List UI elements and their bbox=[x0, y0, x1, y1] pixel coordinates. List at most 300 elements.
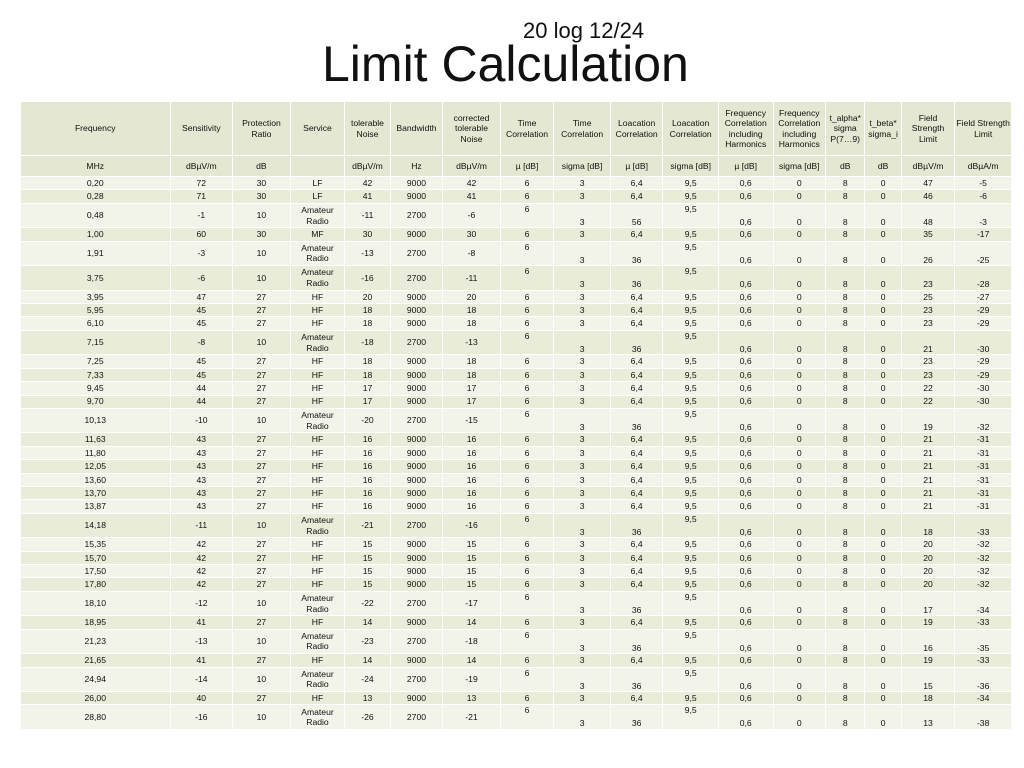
table-cell: -8 bbox=[170, 330, 233, 355]
table-cell: 27 bbox=[233, 578, 291, 591]
table-cell: 16 bbox=[345, 473, 390, 486]
table-cell: 47 bbox=[901, 177, 955, 190]
table-cell: Amateur Radio bbox=[290, 408, 345, 433]
table-cell: 9,5 bbox=[663, 228, 719, 241]
table-cell: 0,20 bbox=[21, 177, 171, 190]
table-cell: 3 bbox=[554, 190, 611, 203]
table-cell: 0,6 bbox=[718, 705, 773, 730]
table-cell: 3 bbox=[554, 266, 611, 291]
table-cell: 42 bbox=[170, 565, 233, 578]
table-cell: HF bbox=[290, 368, 345, 381]
table-cell: 0 bbox=[865, 473, 901, 486]
table-cell: 9000 bbox=[390, 486, 443, 499]
column-header: Loacation Correlation bbox=[610, 102, 663, 156]
table-cell: Amateur Radio bbox=[290, 203, 345, 228]
table-cell: 2700 bbox=[390, 667, 443, 692]
table-cell: 2700 bbox=[390, 330, 443, 355]
table-cell: 18 bbox=[443, 355, 501, 368]
table-cell: 8 bbox=[826, 629, 865, 654]
table-cell: 26,00 bbox=[21, 692, 171, 705]
table-cell: 8 bbox=[826, 692, 865, 705]
table-row bbox=[21, 578, 1012, 591]
column-header: t_beta* sigma_i bbox=[865, 102, 901, 156]
table-cell: 3 bbox=[554, 203, 611, 228]
column-header: Field Strength Limit bbox=[955, 102, 1012, 156]
table-cell: -15 bbox=[443, 408, 501, 433]
table-row bbox=[21, 551, 1012, 564]
table-cell: 0 bbox=[865, 500, 901, 513]
table-cell: 0 bbox=[773, 578, 826, 591]
table-cell: -29 bbox=[955, 304, 1012, 317]
table-cell: 0 bbox=[773, 616, 826, 629]
table-cell: 6,4 bbox=[610, 486, 663, 499]
table-cell: 6 bbox=[500, 460, 554, 473]
table-cell: 0 bbox=[773, 565, 826, 578]
table-cell: 43 bbox=[170, 446, 233, 459]
table-cell: 0 bbox=[773, 551, 826, 564]
column-header: Protection Ratio bbox=[233, 102, 291, 156]
table-cell: 0,6 bbox=[718, 486, 773, 499]
table-cell: 42 bbox=[170, 538, 233, 551]
table-cell: 6,4 bbox=[610, 228, 663, 241]
table-cell: 6,4 bbox=[610, 317, 663, 330]
table-cell: 27 bbox=[233, 368, 291, 381]
table-cell: 0 bbox=[865, 667, 901, 692]
table-cell: 0 bbox=[865, 203, 901, 228]
table-cell: 6 bbox=[500, 591, 554, 616]
unit-cell: µ [dB] bbox=[718, 156, 773, 177]
table-row bbox=[21, 629, 1012, 654]
table-cell: 8 bbox=[826, 266, 865, 291]
table-cell: 3 bbox=[554, 538, 611, 551]
table-cell: 2700 bbox=[390, 408, 443, 433]
table-cell: 6 bbox=[500, 368, 554, 381]
table-cell: 30 bbox=[233, 228, 291, 241]
table-cell: 42 bbox=[170, 578, 233, 591]
table-cell: HF bbox=[290, 473, 345, 486]
table-cell: 8 bbox=[826, 460, 865, 473]
table-cell: 0 bbox=[865, 446, 901, 459]
table-cell: 0,6 bbox=[718, 551, 773, 564]
table-cell: 6,4 bbox=[610, 446, 663, 459]
table-cell: 9,5 bbox=[663, 317, 719, 330]
table-cell: MF bbox=[290, 228, 345, 241]
table-cell: 6,4 bbox=[610, 290, 663, 303]
table-cell: HF bbox=[290, 355, 345, 368]
table-cell: 9,5 bbox=[663, 667, 719, 692]
table-cell: 8 bbox=[826, 654, 865, 667]
table-cell: 0 bbox=[773, 408, 826, 433]
table-cell: 0,6 bbox=[718, 382, 773, 395]
table-cell: 10 bbox=[233, 513, 291, 538]
unit-cell: dBµV/m bbox=[345, 156, 390, 177]
table-cell: 0,6 bbox=[718, 395, 773, 408]
table-cell: 6 bbox=[500, 382, 554, 395]
table-cell: 27 bbox=[233, 395, 291, 408]
table-cell: 0 bbox=[773, 500, 826, 513]
column-header: tolerable Noise bbox=[345, 102, 390, 156]
table-cell: 45 bbox=[170, 317, 233, 330]
unit-cell: dBµV/m bbox=[170, 156, 233, 177]
table-cell: 10 bbox=[233, 266, 291, 291]
table-cell: 0 bbox=[773, 433, 826, 446]
table-cell: 16 bbox=[443, 460, 501, 473]
unit-cell: µ [dB] bbox=[610, 156, 663, 177]
table-cell: -35 bbox=[955, 629, 1012, 654]
table-cell: 0 bbox=[773, 241, 826, 266]
table-cell: 6 bbox=[500, 355, 554, 368]
table-cell: 16 bbox=[901, 629, 955, 654]
column-header: Service bbox=[290, 102, 345, 156]
table-cell: 27 bbox=[233, 692, 291, 705]
units-row bbox=[21, 156, 1012, 177]
table-cell: 36 bbox=[610, 705, 663, 730]
table-cell: -36 bbox=[955, 667, 1012, 692]
table-cell: 6 bbox=[500, 565, 554, 578]
table-cell: 16 bbox=[345, 460, 390, 473]
table-row bbox=[21, 382, 1012, 395]
table-cell: -8 bbox=[443, 241, 501, 266]
header-row bbox=[21, 102, 1012, 156]
table-cell: 18,10 bbox=[21, 591, 171, 616]
table-cell: 35 bbox=[901, 228, 955, 241]
table-row bbox=[21, 290, 1012, 303]
table-cell: 9,5 bbox=[663, 565, 719, 578]
table-cell: 6,4 bbox=[610, 433, 663, 446]
table-cell: -30 bbox=[955, 395, 1012, 408]
table-cell: 3 bbox=[554, 591, 611, 616]
table-cell: 1,00 bbox=[21, 228, 171, 241]
table-cell: 0 bbox=[865, 692, 901, 705]
table-cell: 23 bbox=[901, 266, 955, 291]
table-cell: 3 bbox=[554, 473, 611, 486]
table-cell: 9,5 bbox=[663, 591, 719, 616]
table-cell: -30 bbox=[955, 330, 1012, 355]
table-cell: 16 bbox=[345, 500, 390, 513]
table-cell: 15 bbox=[345, 565, 390, 578]
table-cell: 0,6 bbox=[718, 565, 773, 578]
table-row bbox=[21, 486, 1012, 499]
table-cell: 21 bbox=[901, 500, 955, 513]
table-cell: 3 bbox=[554, 355, 611, 368]
table-cell: 6 bbox=[500, 473, 554, 486]
table-cell: 20 bbox=[901, 538, 955, 551]
table-cell: 6 bbox=[500, 190, 554, 203]
table-cell: 13 bbox=[901, 705, 955, 730]
table-cell: 36 bbox=[610, 408, 663, 433]
table-row bbox=[21, 591, 1012, 616]
table-cell: Amateur Radio bbox=[290, 667, 345, 692]
table-cell: 15 bbox=[443, 538, 501, 551]
table-cell: 15,35 bbox=[21, 538, 171, 551]
table-cell: 2700 bbox=[390, 591, 443, 616]
table-cell: 0,6 bbox=[718, 355, 773, 368]
table-cell: 0 bbox=[773, 513, 826, 538]
table-cell: 8 bbox=[826, 228, 865, 241]
table-cell: 21 bbox=[901, 460, 955, 473]
table-cell: 0 bbox=[865, 330, 901, 355]
table-cell: 16 bbox=[443, 446, 501, 459]
table-cell: -16 bbox=[443, 513, 501, 538]
table-cell: 0,6 bbox=[718, 578, 773, 591]
table-cell: 13 bbox=[443, 692, 501, 705]
table-cell: 21 bbox=[901, 473, 955, 486]
table-cell: 8 bbox=[826, 408, 865, 433]
table-cell: 9000 bbox=[390, 382, 443, 395]
table-cell: 23 bbox=[901, 355, 955, 368]
table-cell: 9,5 bbox=[663, 616, 719, 629]
table-cell: 0,6 bbox=[718, 290, 773, 303]
table-cell: 27 bbox=[233, 500, 291, 513]
table-cell: 18 bbox=[901, 692, 955, 705]
table-cell: 6 bbox=[500, 654, 554, 667]
table-cell: HF bbox=[290, 486, 345, 499]
table-cell: 8 bbox=[826, 500, 865, 513]
table-cell: 9,5 bbox=[663, 500, 719, 513]
limit-table bbox=[20, 101, 1012, 730]
table-cell: 0 bbox=[773, 177, 826, 190]
table-cell: 43 bbox=[170, 473, 233, 486]
table-cell: 0 bbox=[865, 190, 901, 203]
table-cell: 10 bbox=[233, 408, 291, 433]
column-header: Time Correlation bbox=[500, 102, 554, 156]
table-cell: 9000 bbox=[390, 654, 443, 667]
table-cell: 6 bbox=[500, 629, 554, 654]
table-cell: 9000 bbox=[390, 616, 443, 629]
table-cell: 0,6 bbox=[718, 433, 773, 446]
table-row bbox=[21, 304, 1012, 317]
table-cell: 18 bbox=[443, 304, 501, 317]
table-cell: 43 bbox=[170, 460, 233, 473]
slide-subtitle: 20 log 12/24 bbox=[523, 18, 645, 43]
table-cell: 6 bbox=[500, 578, 554, 591]
table-cell: 6 bbox=[500, 241, 554, 266]
table-row bbox=[21, 513, 1012, 538]
table-cell: 0 bbox=[865, 177, 901, 190]
table-row bbox=[21, 190, 1012, 203]
table-cell: 9,5 bbox=[663, 551, 719, 564]
table-cell: HF bbox=[290, 317, 345, 330]
table-cell: -11 bbox=[170, 513, 233, 538]
table-cell: 0,6 bbox=[718, 203, 773, 228]
table-cell: 0,6 bbox=[718, 538, 773, 551]
table-cell: 9000 bbox=[390, 395, 443, 408]
table-cell: 16 bbox=[443, 473, 501, 486]
table-cell: 21 bbox=[901, 486, 955, 499]
table-cell: 0 bbox=[773, 486, 826, 499]
table-cell: 0 bbox=[773, 190, 826, 203]
table-cell: 41 bbox=[443, 190, 501, 203]
table-row bbox=[21, 368, 1012, 381]
table-cell: Amateur Radio bbox=[290, 591, 345, 616]
column-header: Frequency bbox=[21, 102, 171, 156]
table-row bbox=[21, 203, 1012, 228]
table-cell: 0 bbox=[773, 290, 826, 303]
table-cell: 0 bbox=[865, 355, 901, 368]
table-cell: 3 bbox=[554, 368, 611, 381]
table-cell: 11,80 bbox=[21, 446, 171, 459]
table-cell: 10 bbox=[233, 667, 291, 692]
table-cell: 18,95 bbox=[21, 616, 171, 629]
table-cell: 20 bbox=[901, 578, 955, 591]
table-cell: -31 bbox=[955, 446, 1012, 459]
table-cell: 41 bbox=[345, 190, 390, 203]
table-cell: 0 bbox=[865, 382, 901, 395]
table-cell: 28,80 bbox=[21, 705, 171, 730]
table-cell: 9000 bbox=[390, 473, 443, 486]
table-cell: 23 bbox=[901, 317, 955, 330]
table-cell: 2700 bbox=[390, 203, 443, 228]
table-cell: 27 bbox=[233, 473, 291, 486]
table-row bbox=[21, 433, 1012, 446]
table-cell: 3 bbox=[554, 667, 611, 692]
table-cell: 15 bbox=[345, 578, 390, 591]
table-cell: 3 bbox=[554, 486, 611, 499]
table-cell: 0 bbox=[773, 266, 826, 291]
table-cell: 3 bbox=[554, 616, 611, 629]
table-row bbox=[21, 177, 1012, 190]
table-cell: 6 bbox=[500, 486, 554, 499]
slide-title: Limit Calculation bbox=[322, 36, 689, 92]
table-cell: 8 bbox=[826, 433, 865, 446]
table-cell: 3 bbox=[554, 500, 611, 513]
table-cell: 8 bbox=[826, 190, 865, 203]
table-cell: 27 bbox=[233, 290, 291, 303]
table-cell: 0 bbox=[773, 228, 826, 241]
column-header: Sensitivity bbox=[170, 102, 233, 156]
table-cell: 8 bbox=[826, 486, 865, 499]
table-cell: 9,5 bbox=[663, 513, 719, 538]
table-cell: -34 bbox=[955, 591, 1012, 616]
table-cell: 0,6 bbox=[718, 460, 773, 473]
table-cell: 10,13 bbox=[21, 408, 171, 433]
table-cell: 27 bbox=[233, 446, 291, 459]
table-cell: 22 bbox=[901, 382, 955, 395]
table-cell: 13,70 bbox=[21, 486, 171, 499]
table-cell: 8 bbox=[826, 667, 865, 692]
table-cell: 6,4 bbox=[610, 692, 663, 705]
table-cell: 6,4 bbox=[610, 654, 663, 667]
table-cell: 14 bbox=[345, 654, 390, 667]
table-cell: 15 bbox=[443, 551, 501, 564]
table-cell: 36 bbox=[610, 629, 663, 654]
column-header: Frequency Correlation including Harmonics bbox=[718, 102, 773, 156]
table-cell: 2700 bbox=[390, 513, 443, 538]
table-cell: 15 bbox=[901, 667, 955, 692]
table-cell: 43 bbox=[170, 433, 233, 446]
table-cell: Amateur Radio bbox=[290, 266, 345, 291]
table-cell: 16 bbox=[443, 486, 501, 499]
table-cell: 3 bbox=[554, 304, 611, 317]
unit-cell bbox=[290, 156, 345, 177]
unit-cell: Hz bbox=[390, 156, 443, 177]
table-cell: 0,28 bbox=[21, 190, 171, 203]
table-cell: 0 bbox=[773, 317, 826, 330]
table-cell: 43 bbox=[170, 486, 233, 499]
table-cell: 20 bbox=[901, 565, 955, 578]
table-cell: 9,5 bbox=[663, 538, 719, 551]
table-cell: -30 bbox=[955, 382, 1012, 395]
table-cell: 8 bbox=[826, 616, 865, 629]
table-cell: 8 bbox=[826, 705, 865, 730]
table-cell: -6 bbox=[170, 266, 233, 291]
table-cell: -20 bbox=[345, 408, 390, 433]
table-cell: 72 bbox=[170, 177, 233, 190]
table-cell: 3 bbox=[554, 446, 611, 459]
table-row bbox=[21, 473, 1012, 486]
table-cell: 9,5 bbox=[663, 473, 719, 486]
table-cell: 3,95 bbox=[21, 290, 171, 303]
table-cell: 9,5 bbox=[663, 190, 719, 203]
table-cell: 7,15 bbox=[21, 330, 171, 355]
unit-cell: sigma [dB] bbox=[773, 156, 826, 177]
table-cell: 6 bbox=[500, 317, 554, 330]
table-cell: 6 bbox=[500, 513, 554, 538]
table-cell: -16 bbox=[345, 266, 390, 291]
table-cell: -29 bbox=[955, 368, 1012, 381]
table-cell: 9000 bbox=[390, 290, 443, 303]
table-row bbox=[21, 538, 1012, 551]
table-cell: 6,4 bbox=[610, 368, 663, 381]
table-cell: 3 bbox=[554, 513, 611, 538]
table-cell: 6,4 bbox=[610, 177, 663, 190]
table-cell: 0,6 bbox=[718, 513, 773, 538]
table-cell: 9000 bbox=[390, 551, 443, 564]
table-cell: 8 bbox=[826, 591, 865, 616]
table-cell: 8 bbox=[826, 395, 865, 408]
table-cell: 0 bbox=[865, 408, 901, 433]
table-cell: 18 bbox=[345, 355, 390, 368]
table-cell: 0 bbox=[773, 538, 826, 551]
table-cell: 9000 bbox=[390, 692, 443, 705]
table-cell: 6,4 bbox=[610, 395, 663, 408]
table-cell: 8 bbox=[826, 317, 865, 330]
table-cell: 21,23 bbox=[21, 629, 171, 654]
table-cell: 18 bbox=[345, 368, 390, 381]
table-cell: 9000 bbox=[390, 317, 443, 330]
table-cell: -29 bbox=[955, 317, 1012, 330]
table-cell: 0,6 bbox=[718, 177, 773, 190]
table-cell: -5 bbox=[955, 177, 1012, 190]
table-cell: 15,70 bbox=[21, 551, 171, 564]
table-cell: 15 bbox=[443, 578, 501, 591]
table-cell: 6 bbox=[500, 667, 554, 692]
table-cell: 27 bbox=[233, 616, 291, 629]
unit-cell: sigma [dB] bbox=[554, 156, 611, 177]
table-row bbox=[21, 705, 1012, 730]
table-cell: 0 bbox=[865, 433, 901, 446]
table-cell: 18 bbox=[345, 304, 390, 317]
table-cell: 11,63 bbox=[21, 433, 171, 446]
table-cell: 8 bbox=[826, 382, 865, 395]
table-cell: 46 bbox=[901, 190, 955, 203]
column-header: Time Correlation bbox=[554, 102, 611, 156]
table-cell: 6 bbox=[500, 228, 554, 241]
table-cell: 14 bbox=[443, 654, 501, 667]
table-cell: 9,5 bbox=[663, 290, 719, 303]
table-cell: 17 bbox=[345, 382, 390, 395]
table-cell: 9000 bbox=[390, 190, 443, 203]
column-header: corrected tolerable Noise bbox=[443, 102, 501, 156]
table-cell: 23 bbox=[901, 304, 955, 317]
table-cell: -23 bbox=[345, 629, 390, 654]
table-cell: -33 bbox=[955, 513, 1012, 538]
table-cell: HF bbox=[290, 382, 345, 395]
table-cell: 10 bbox=[233, 203, 291, 228]
table-cell: -17 bbox=[955, 228, 1012, 241]
table-cell: 0,48 bbox=[21, 203, 171, 228]
table-cell: 20 bbox=[901, 551, 955, 564]
